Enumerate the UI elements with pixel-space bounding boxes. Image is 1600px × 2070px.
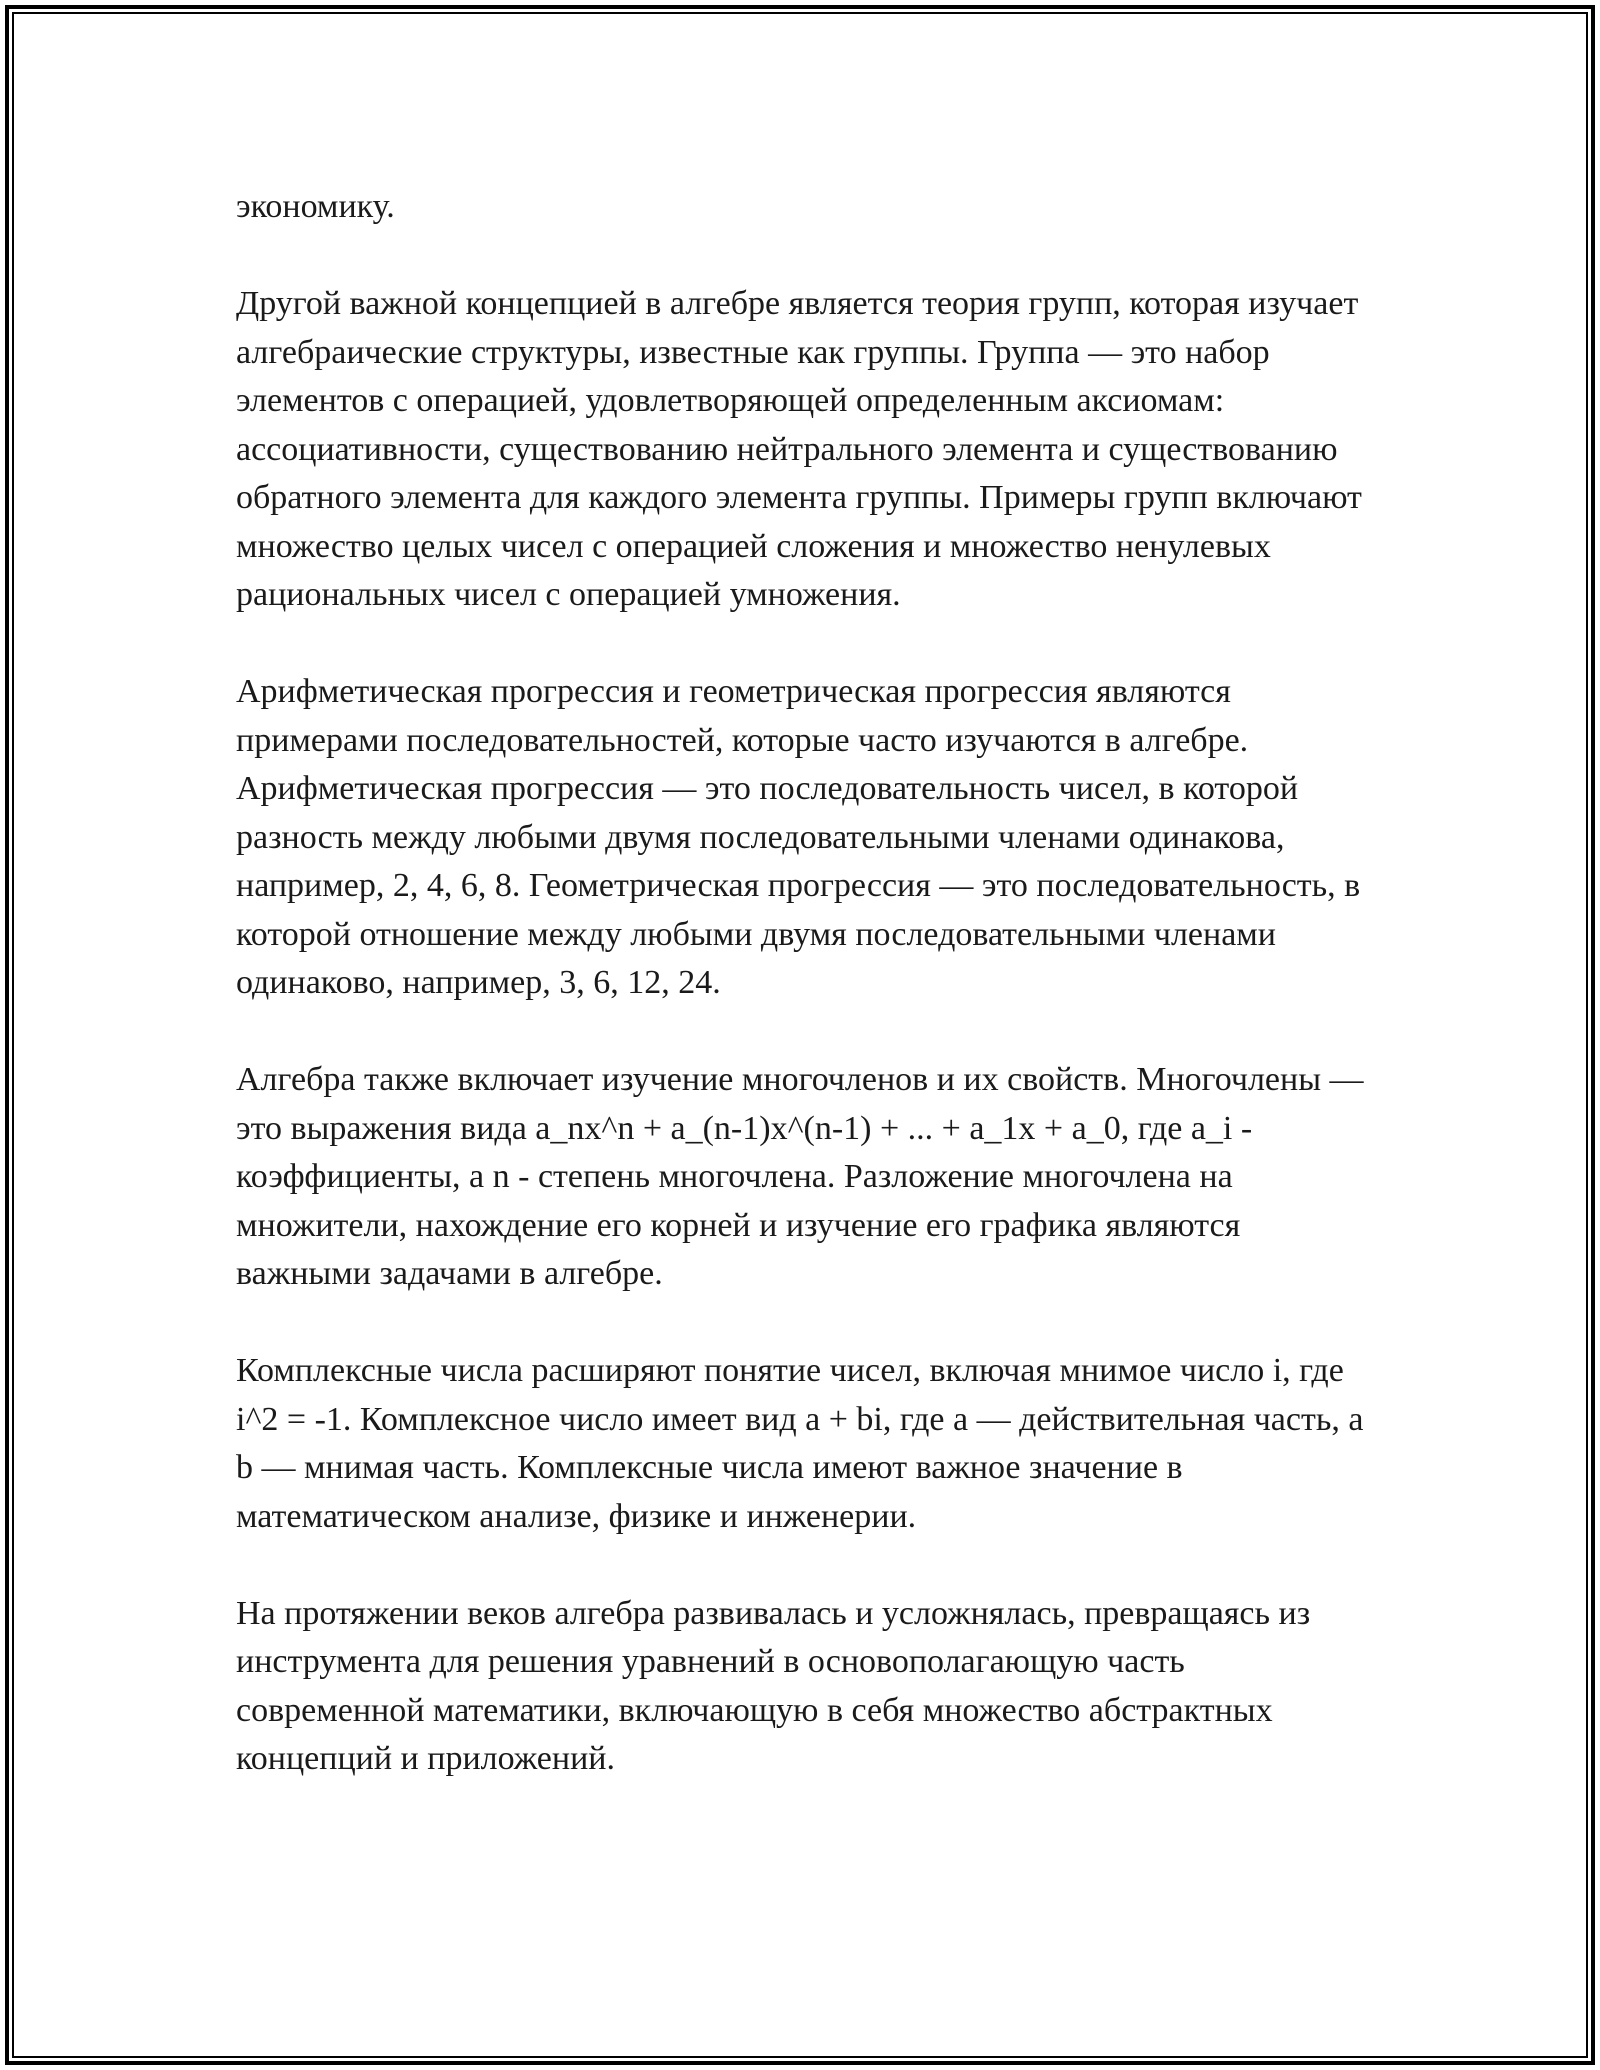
paragraph-conclusion: На протяжении веков алгебра развивалась и усложнялась, превращаясь из инструмента для решения уравнений в основополагающую часть современной математики, включающую в себя множество абстрактных концепций и приложений. [236, 1594, 1311, 1777]
paragraph-progressions: Арифметическая прогрессия и геометрическая прогрессия являются примерами последовательностей, которые часто изучаются в алгебре. Арифметическая прогрессия — это последовательность чисел, в которой разность между любыми двумя последовательными членами одинакова, например, 2, 4, 6, 8. Геометрическая прогрессия — это последовательность, в которой отношение между любыми двумя последовательными членами одинаково, например, 3, 6, 12, 24. [236, 673, 1361, 1001]
paragraph-polynomials: Алгебра также включает изучение многочленов и их свойств. Многочлены — это выражения вида a_nx^n + a_(n-1)x^(n-1) + ... + a_1x + a_0, где a_i - коэффициенты, а n - степень многочлена. Разложение многочлена на множители, нахождение его корней и изучение его графика являются важными задачами в алгебре. [236, 1061, 1364, 1292]
document-body [236, 183, 1376, 1784]
paragraph-complex-numbers: Комплексные числа расширяют понятие чисел, включая мнимое число i, где i^2 = -1. Комплексное число имеет вид a + bi, где a — действительная часть, а b — мнимая часть. Комплексные числа имеют важное значение в математическом анализе, физике и инженерии. [236, 1352, 1364, 1535]
paragraph-continuation: экономику. [236, 188, 395, 225]
paragraph-group-theory: Другой важной концепцией в алгебре является теория групп, которая изучает алгебраические структуры, известные как группы. Группа — это набор элементов с операцией, удовлетворяющей определенным аксиомам: ассоциативности, существованию нейтрального элемента и существованию обратного элемента для каждого элемента группы. Примеры групп включают множество целых чисел с операцией сложения и множество ненулевых рациональных чисел с операцией умножения. [236, 285, 1362, 613]
